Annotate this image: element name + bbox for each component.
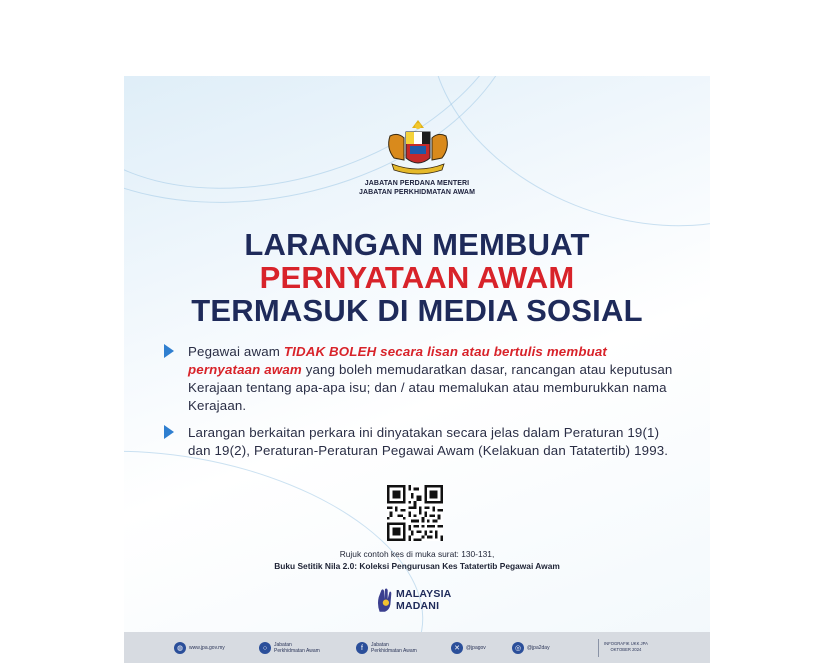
footer-bar (124, 632, 710, 663)
point-1-text (188, 343, 674, 415)
point-1-rest: yang boleh memudaratkan dasar, rancangan atau keputusan Kerajaan tentang apa-apa isu; dan / atau memalukan atau memburukkan nama Kerajaan. (188, 362, 673, 413)
malaysia-madani-logo (376, 585, 466, 619)
infographic-poster (124, 76, 710, 663)
x-icon: ✕ (451, 642, 463, 654)
qr-code-icon[interactable] (387, 485, 443, 541)
bullet-arrow-icon (164, 425, 174, 439)
footer-facebook-line2: Perkhidmatan Awam (371, 648, 417, 654)
title-line3: TERMASUK DI MEDIA SOSIAL (191, 293, 643, 328)
footer-instagram[interactable] (512, 641, 550, 655)
footer-website[interactable] (174, 641, 225, 655)
footer-facebook[interactable] (356, 641, 417, 655)
madani-line2: MADANI (396, 600, 440, 612)
footer-facebook-line1: Jabatan (371, 642, 389, 648)
point-1-emphasis: TIDAK BOLEH secara lisan atau bertulis membuat pernyataan awam (188, 344, 607, 377)
footer-instagram-text: @jpa2day (527, 645, 550, 651)
facebook-icon: f (356, 642, 368, 654)
globe-icon: ◍ (174, 642, 186, 654)
footer-jpa-text (274, 642, 320, 654)
footer-x-text: @jpagov (466, 645, 486, 651)
footer-jpa-line2: Perkhidmatan Awam (274, 648, 320, 654)
footer-facebook-text (371, 642, 417, 654)
footer-jpa[interactable] (259, 641, 320, 655)
agency-name-line2: JABATAN PERKHIDMATAN AWAM (358, 189, 476, 196)
footer-note-line1: INFOGRAFIK UKK JPA (604, 641, 648, 646)
footer-note (604, 641, 648, 653)
agency-name-line1: JABATAN PERDANA MENTERI (364, 180, 470, 187)
bullet-arrow-icon (164, 344, 174, 358)
reference-line2: Buku Setitik Nila 2.0: Koleksi Pengurusan Kes Tatatertib Pegawai Awam (274, 561, 560, 571)
madani-line1: MALAYSIA (396, 588, 452, 600)
point-1-intro: Pegawai awam (188, 344, 284, 359)
jpa-logo-icon: ○ (259, 642, 271, 654)
title-line1: LARANGAN MEMBUAT (244, 227, 590, 262)
footer-website-text: www.jpa.gov.my (189, 645, 225, 651)
footer-divider (598, 639, 599, 657)
title-line2: PERNYATAAN AWAM (259, 260, 575, 295)
coat-of-arms-icon (382, 118, 454, 176)
instagram-icon: ◎ (512, 642, 524, 654)
madani-text (396, 588, 451, 612)
reference-line1: Rujuk contoh kes di muka surat: 130-131, (339, 549, 495, 559)
footer-note-line2: OKTOBER 2024 (610, 647, 642, 652)
madani-hand-icon (376, 585, 394, 615)
point-2-text: Larangan berkaitan perkara ini dinyatakan secara jelas dalam Peraturan 19(1) dan 19(2), Peraturan-Peraturan Pegawai Awam (Kelakuan dan Tatatertib) 1993. (188, 425, 669, 458)
footer-jpa-line1: Jabatan (274, 642, 292, 648)
footer-x[interactable] (451, 641, 486, 655)
